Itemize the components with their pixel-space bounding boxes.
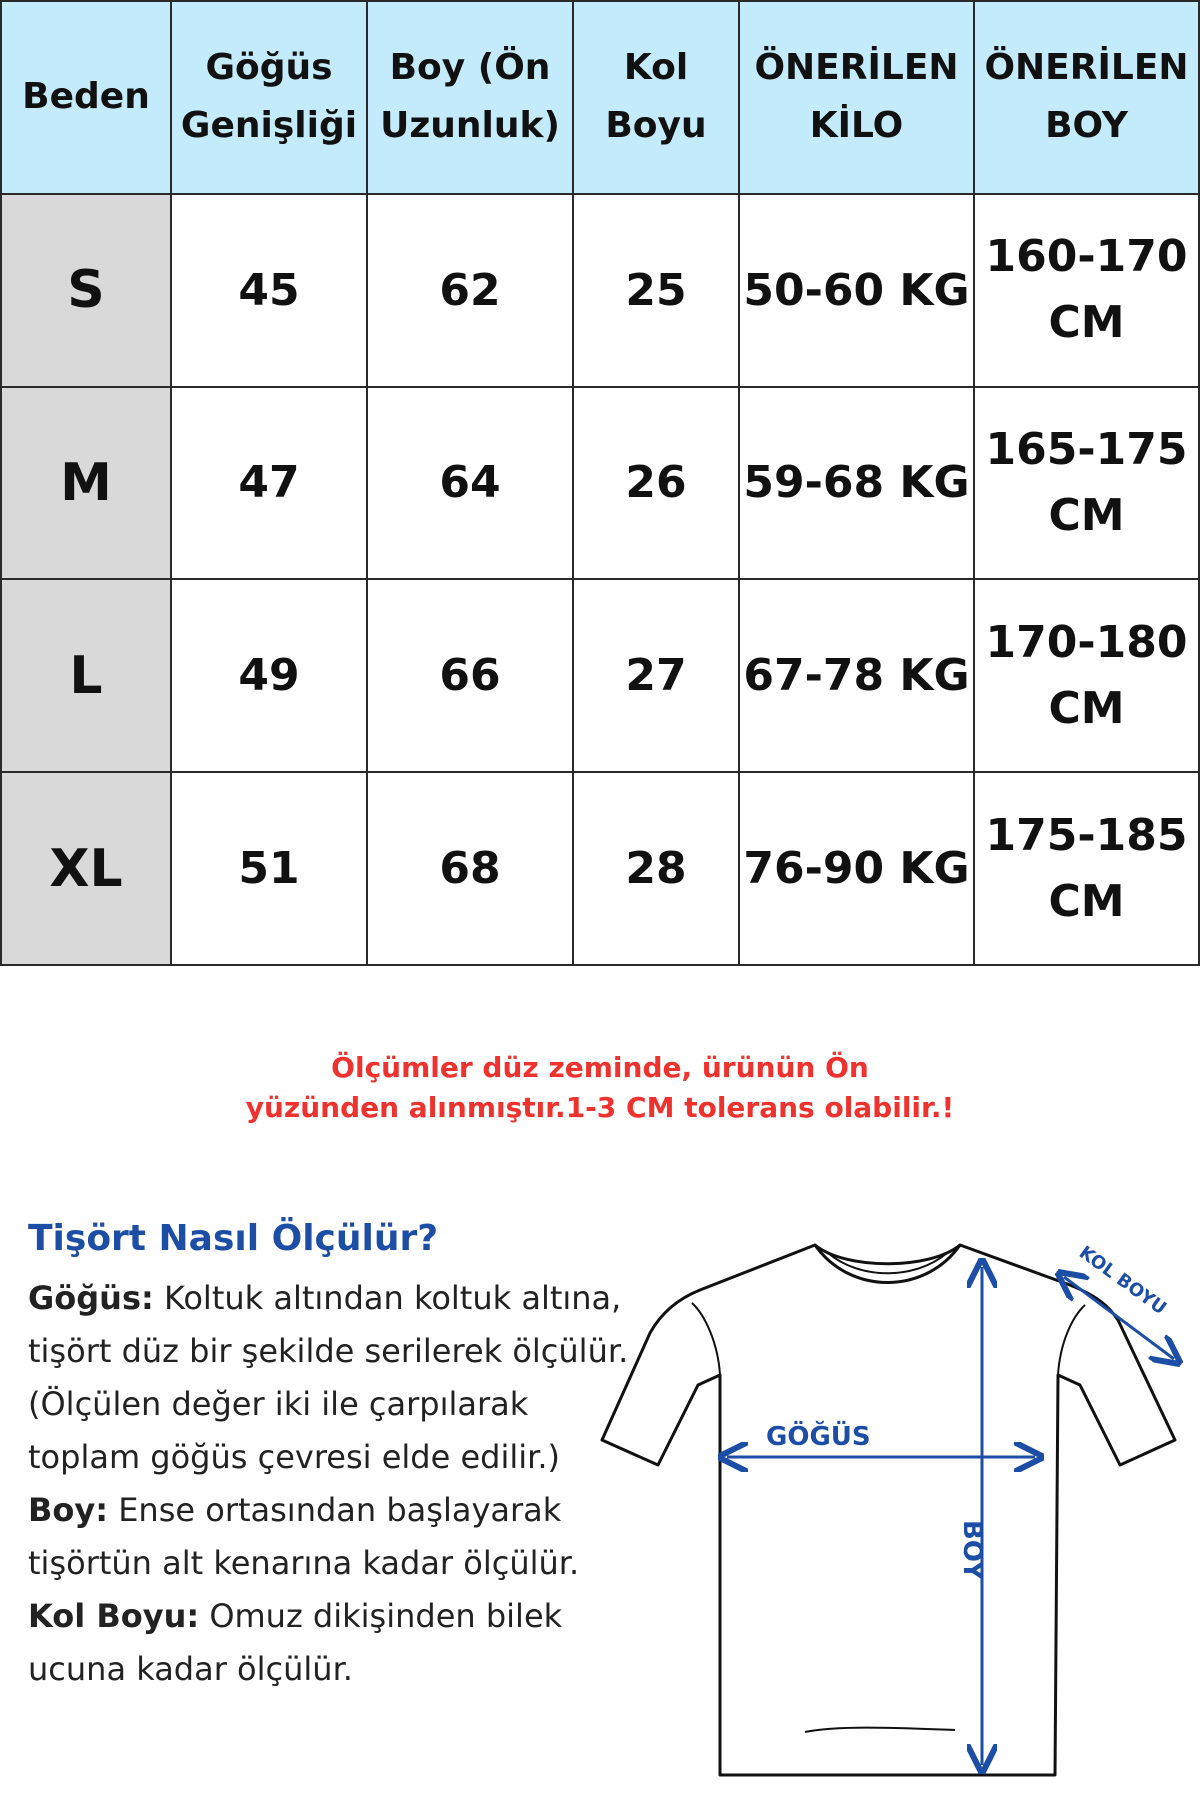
- size-cell: L: [1, 579, 171, 772]
- sleeve-cell: 28: [573, 772, 739, 965]
- header-weight: ÖNERİLEN KİLO: [739, 1, 974, 194]
- length-description: Ense ortasından başlayarak tişörtün alt kenarına kadar ölçülür.: [28, 1491, 580, 1582]
- length-cell: 62: [367, 194, 573, 387]
- table-row: [1, 772, 1199, 965]
- sleeve-cell: 27: [573, 579, 739, 772]
- table-row: [1, 194, 1199, 387]
- note-line: yüzünden alınmıştır.1-3 CM tolerans olabilir.!: [245, 1091, 955, 1124]
- length-label: Boy:: [28, 1491, 109, 1529]
- height-cell: 160-170 CM: [974, 194, 1199, 387]
- sleeve-cell: 25: [573, 194, 739, 387]
- tshirt-diagram: [590, 1225, 1190, 1795]
- size-cell: M: [1, 387, 171, 580]
- header-height: ÖNERİLEN BOY: [974, 1, 1199, 194]
- sleeve-label: Kol Boyu:: [28, 1597, 200, 1635]
- tshirt-outline: [602, 1245, 1175, 1775]
- length-cell: 66: [367, 579, 573, 772]
- height-cell: 165-175 CM: [974, 387, 1199, 580]
- weight-cell: 76-90 KG: [739, 772, 974, 965]
- size-cell: XL: [1, 772, 171, 965]
- weight-cell: 50-60 KG: [739, 194, 974, 387]
- sleeve-diagram-label: KOL BOYU: [1075, 1242, 1171, 1320]
- length-cell: 68: [367, 772, 573, 965]
- table-header-row: [1, 1, 1199, 194]
- header-chest: Göğüs Genişliği: [171, 1, 367, 194]
- table-row: [1, 579, 1199, 772]
- table-row: [1, 387, 1199, 580]
- weight-cell: 59-68 KG: [739, 387, 974, 580]
- weight-cell: 67-78 KG: [739, 579, 974, 772]
- sleeve-cell: 26: [573, 387, 739, 580]
- length-cell: 64: [367, 387, 573, 580]
- chest-label: Göğüs:: [28, 1279, 154, 1317]
- header-size: Beden: [1, 1, 171, 194]
- note-line: Ölçümler düz zeminde, ürünün Ön: [331, 1051, 869, 1084]
- chest-description: Koltuk altından koltuk altına, tişört düz bir şekilde serilerek ölçülür. (Ölçülen değer iki ile çarpılarak toplam göğüs çevresi elde edilir.): [28, 1279, 629, 1476]
- header-length: Boy (Ön Uzunluk): [367, 1, 573, 194]
- height-cell: 175-185 CM: [974, 772, 1199, 965]
- chest-cell: 49: [171, 579, 367, 772]
- guide-title: Tişört Nasıl Ölçülür?: [28, 1218, 439, 1259]
- chest-cell: 47: [171, 387, 367, 580]
- size-cell: S: [1, 194, 171, 387]
- guide-text: [28, 1272, 638, 1696]
- header-sleeve: Kol Boyu: [573, 1, 739, 194]
- chest-diagram-label: GÖĞÜS: [766, 1422, 871, 1452]
- chest-cell: 51: [171, 772, 367, 965]
- measurement-note: [0, 1048, 1200, 1128]
- chest-cell: 45: [171, 194, 367, 387]
- height-cell: 170-180 CM: [974, 579, 1199, 772]
- length-diagram-label: BOY: [957, 1520, 987, 1580]
- sleeve-description: Omuz dikişinden bilek ucuna kadar ölçülür.: [28, 1597, 563, 1688]
